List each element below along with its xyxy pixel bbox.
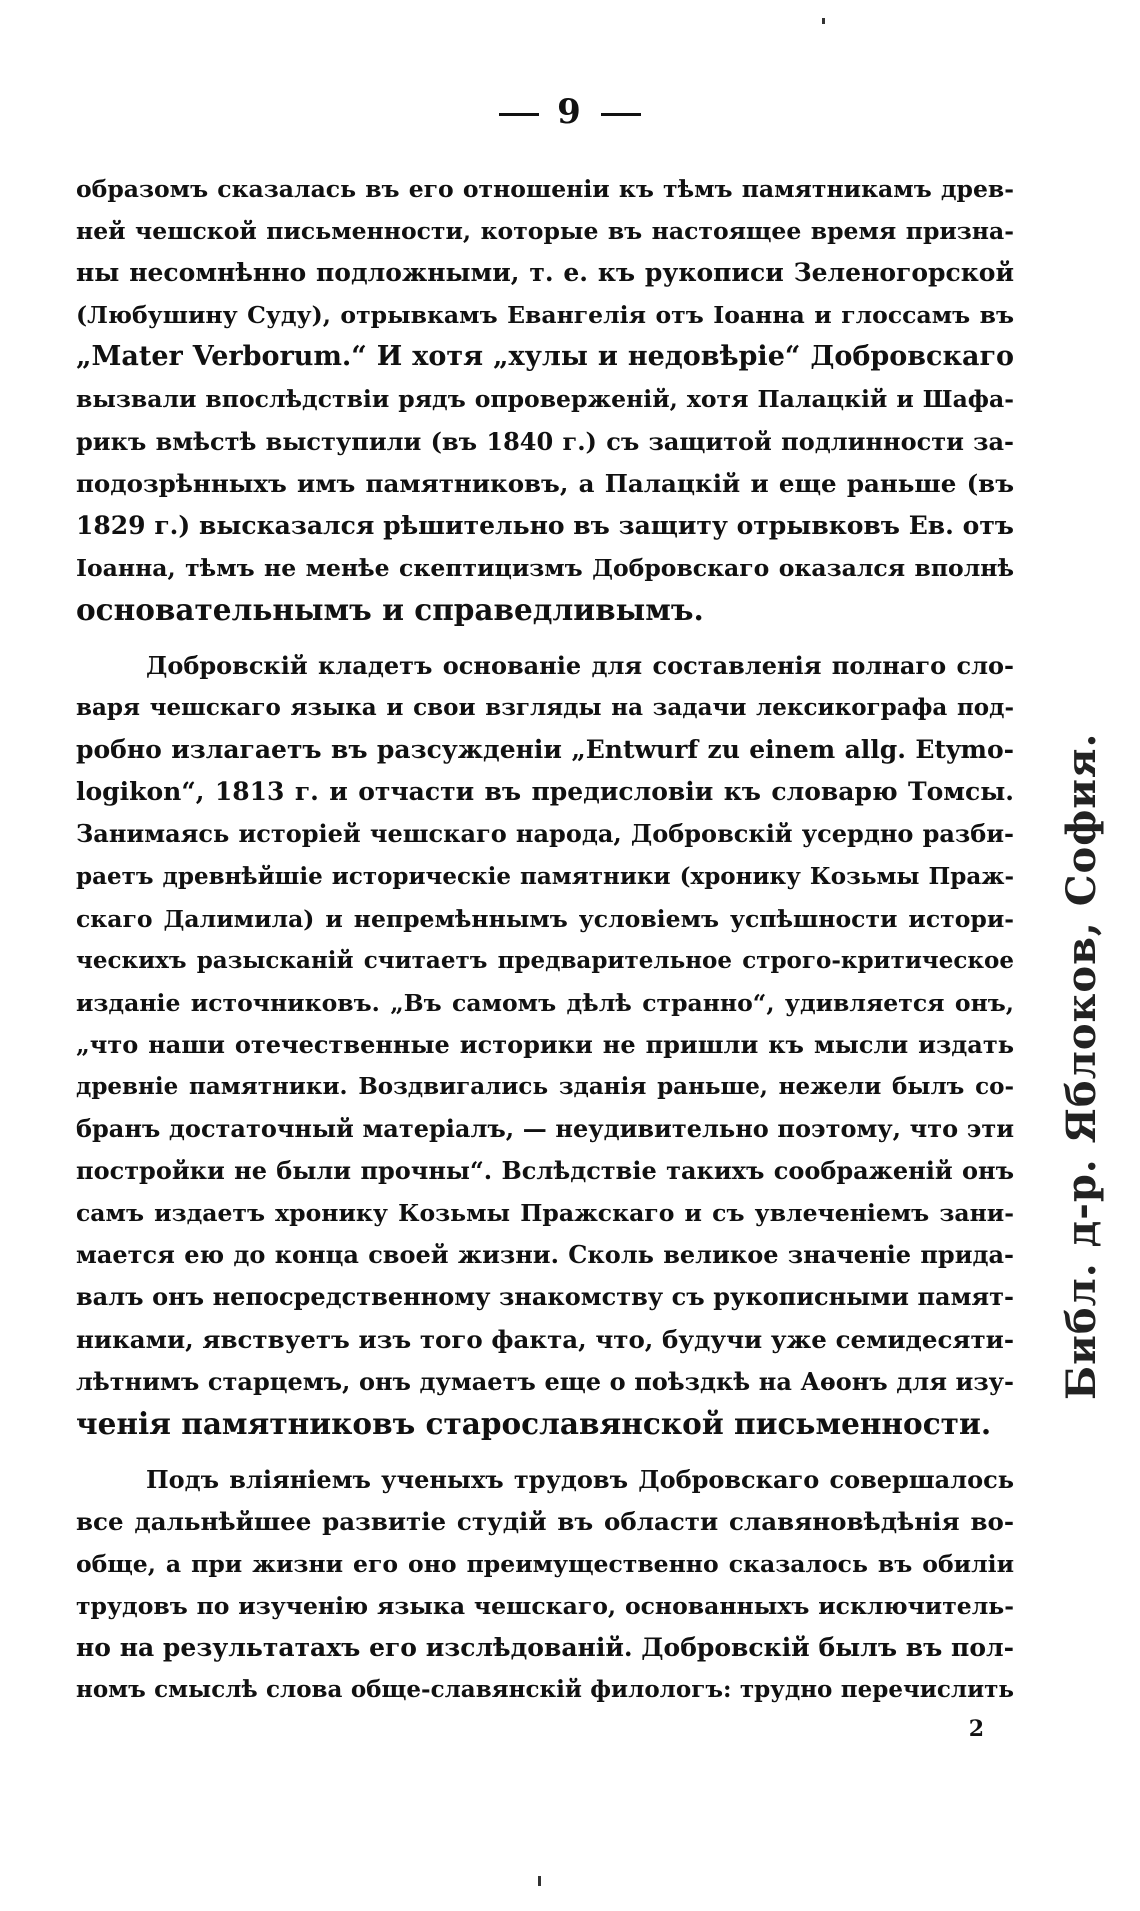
- text-line: бранъ достаточный матеріалъ, — неудивительно поэтому, что эти: [76, 1114, 1014, 1144]
- text-line: но на результатахъ его изслѣдованій. Добровскій былъ въ пол-: [76, 1633, 1014, 1663]
- text-line: древніе памятники. Воздвигались зданія раньше, нежели былъ со-: [76, 1072, 1014, 1100]
- page-number-dash-left: [499, 113, 539, 116]
- library-stamp-text: Библ. д-р. Яблоков, София.: [1058, 732, 1105, 1400]
- text-line: (Любушину Суду), отрывкамъ Евангелія отъ Іоанна и глоссамъ въ: [76, 301, 1014, 330]
- text-line: образомъ сказалась въ его отношеніи къ тѣмъ памятникамъ древ-: [76, 175, 1014, 203]
- text-line: обще, а при жизни его оно преимущественно сказалось въ обиліи: [76, 1550, 1014, 1578]
- text-line: подозрѣнныхъ имъ памятниковъ, а Палацкій и еще раньше (въ: [76, 468, 1014, 498]
- paragraph-3: [76, 1459, 1014, 1712]
- body-text: [76, 168, 1014, 1711]
- text-line: раетъ древнѣйшіе историческіе памятники (хронику Козьмы Праж-: [76, 862, 1014, 890]
- text-line: скаго Далимила) и непремѣннымъ условіемъ успѣшности истори-: [76, 904, 1014, 933]
- text-line: изданіе источниковъ. „Въ самомъ дѣлѣ странно“, удивляется онъ,: [76, 988, 1014, 1017]
- text-line: Подъ вліяніемъ ученыхъ трудовъ Добровскаго совершалось: [146, 1464, 1014, 1494]
- text-line: рикъ вмѣстѣ выступили (въ 1840 г.) съ защитой подлинности за-: [76, 426, 1014, 456]
- text-line: номъ смыслѣ слова обще-славянскій филологъ: трудно перечислить: [76, 1676, 1014, 1704]
- text-line: варя чешскаго языка и свои взгляды на задачи лексикографа под-: [76, 694, 1014, 722]
- text-line: вызвали впослѣдствіи рядъ опроверженій, хотя Палацкій и Шафа-: [76, 385, 1014, 414]
- signature-mark: 2: [968, 1716, 984, 1742]
- paragraph-2: [76, 645, 1014, 1445]
- paragraph-gap: [76, 1445, 1014, 1459]
- paper-speck: [538, 1876, 541, 1886]
- text-line: самъ издаетъ хронику Козьмы Пражскаго и съ увлеченіемъ зани-: [76, 1199, 1014, 1228]
- text-line: мается ею до конца своей жизни. Сколь великое значеніе прида-: [76, 1240, 1014, 1270]
- text-line: все дальнѣйшее развитіе студій въ области славяновѣдѣнія во-: [76, 1506, 1014, 1536]
- text-line: никами, явствуетъ изъ того факта, что, будучи уже семидесяти-: [76, 1324, 1014, 1354]
- text-line: робно излагаетъ въ разсужденіи „Entwurf zu einem allg. Etymo-: [76, 735, 1014, 765]
- page-number-value: 9: [557, 92, 583, 132]
- page-number-dash-right: [601, 113, 641, 116]
- text-line: ческихъ разысканій считаетъ предварительное строго-критическое: [76, 946, 1014, 974]
- text-line: основательнымъ и справедливымъ.: [76, 591, 704, 627]
- text-line: logikon“, 1813 г. и отчасти въ предисловіи къ словарю Томсы.: [76, 777, 1014, 807]
- text-line: ней чешской письменности, которые въ настоящее время призна-: [76, 217, 1014, 246]
- text-line: Занимаясь исторіей чешскаго народа, Добровскій усердно разби-: [76, 819, 1014, 849]
- text-line: ны несомнѣнно подложными, т. е. къ рукописи Зеленогорской: [76, 258, 1014, 288]
- text-line: „что наши отечественные историки не пришли къ мысли издать: [76, 1029, 1014, 1059]
- page-number: [0, 92, 1140, 132]
- paragraph-1: [76, 168, 1014, 631]
- text-line: Добровскій кладетъ основаніе для составленія полнаго сло-: [146, 651, 1014, 681]
- paragraph-gap: [76, 631, 1014, 645]
- text-line: Іоанна, тѣмъ не менѣе скептицизмъ Добровскаго оказался вполнѣ: [76, 553, 1014, 582]
- text-line: 1829 г.) высказался рѣшительно въ защиту отрывковъ Ев. отъ: [76, 510, 1014, 540]
- text-line: трудовъ по изученію языка чешскаго, основанныхъ исключитель-: [76, 1592, 1014, 1621]
- text-line: лѣтнимъ старцемъ, онъ думаетъ еще о поѣздкѣ на Аѳонъ для изу-: [76, 1366, 1014, 1396]
- text-line: „Mater Verborum.“ И хотя „хулы и недовѣріе“ Добровскаго: [76, 341, 1014, 373]
- library-stamp: [1048, 732, 1108, 1400]
- paper-speck: [822, 18, 825, 24]
- text-line: валъ онъ непосредственному знакомству съ рукописными памят-: [76, 1282, 1014, 1312]
- text-line: ченія памятниковъ старославянской письменности.: [76, 1405, 992, 1441]
- text-line: постройки не были прочны“. Вслѣдствіе такихъ соображеній онъ: [76, 1156, 1014, 1186]
